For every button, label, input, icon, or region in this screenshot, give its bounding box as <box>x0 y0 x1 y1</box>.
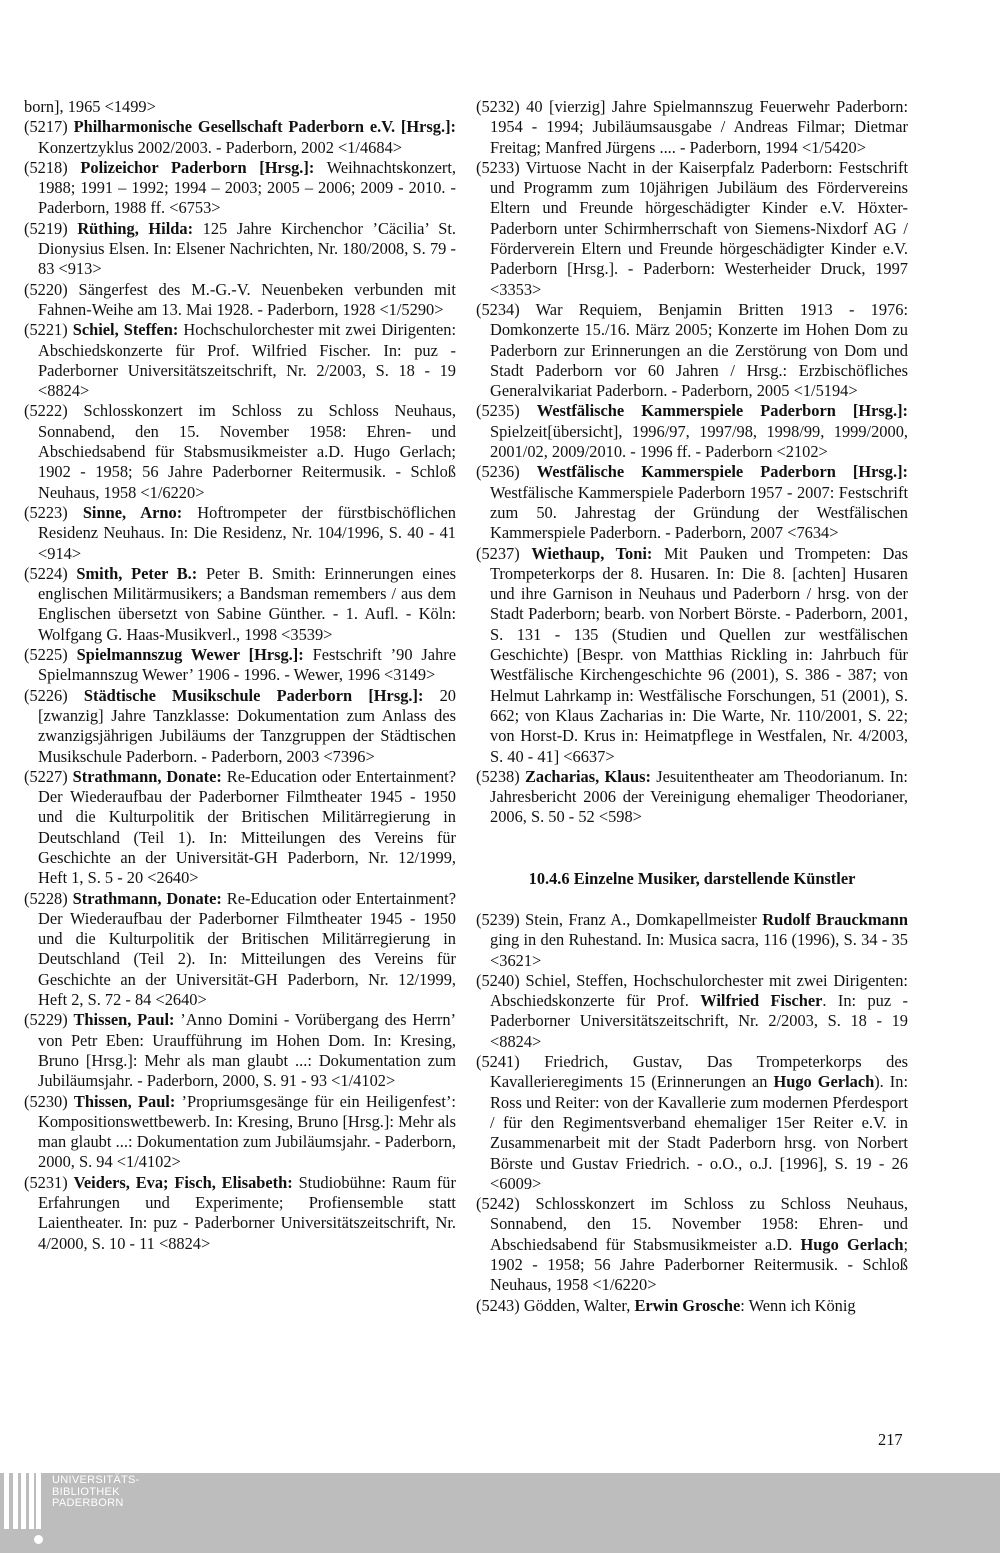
entry-number: (5222) <box>24 401 68 421</box>
bibliography-entry <box>476 910 908 971</box>
entry-number: (5233) <box>476 157 520 177</box>
entry-number: (5238) <box>476 766 520 786</box>
entry-text: Hochschulorchester mit zwei Dirigenten: Abschiedskonzerte für Prof. Wilfried Fischer. In: puz - Paderborner Universitätszeitschrift, Nr. 2/2003, S. 18 - 19 <8824> <box>38 320 456 401</box>
entry-number: (5241) <box>476 1052 520 1072</box>
bibliography-entry <box>476 767 908 828</box>
right-column-bottom-entries <box>476 910 908 1316</box>
bibliography-entry <box>24 97 456 117</box>
bibliography-entry <box>24 280 456 321</box>
entry-text: Weihnachtskonzert, 1988; 1991 – 1992; 1994 – 2003; 2005 – 2006; 2009 - 2010. - Paderborn, 1988 ff. <6753> <box>38 157 456 218</box>
entry-number: (5240) <box>476 970 520 990</box>
entry-number: (5243) <box>476 1295 520 1315</box>
entry-person: Wilfried Fischer <box>700 991 823 1011</box>
right-column-top-entries <box>476 97 908 828</box>
entry-text: Spielzeit[übersicht], 1996/97, 1997/98, 1998/99, 1999/2000, 2001/02, 2009/2010. - 1996 ff. - Paderborn <2102> <box>490 421 908 462</box>
bibliography-entry <box>24 320 456 401</box>
entry-text: Festschrift ’90 Jahre Spielmannszug Wewer’ 1906 - 1996. - Wewer, 1996 <3149> <box>38 645 457 685</box>
entry-text: ’Propriumsgesänge für ein Heiligenfest’: Kompositionswettbewerb. In: Kresing, Bruno [Hrsg.]: Mehr als man glaubt ...: Dokumentation zum Jubiläumsjahr. - Paderborn, 2000, S. 94 <1/4102> <box>38 1091 456 1172</box>
bibliography-entry <box>476 462 908 543</box>
bibliography-entry <box>24 401 456 502</box>
entry-text: ’Anno Domini - Vorübergang des Herrn’ von Petr Eben: Uraufführung im Hohen Dom. In: Kresing, Bruno [Hrsg.]: Mehr als man glaubt ...: Dokumentation zum Jubiläumsjahr. - Paderborn, 2000, S. 91 - 93 <1/4102> <box>38 1010 456 1091</box>
bibliography-entry <box>476 401 908 462</box>
bibliography-entry <box>24 117 456 158</box>
library-footer <box>0 1473 1000 1553</box>
entry-text: ging in den Ruhestand. In: Musica sacra, 116 (1996), S. 34 - 35 <3621> <box>490 930 908 970</box>
entry-text: War Requiem, Benjamin Britten 1913 - 1976: Domkonzerte 15./16. März 2005; Konzerte im Hohen Dom zu Paderborn zur Erinnerungen an die Zerstörung von Dom und Stadt Paderborn vor 60 Jahren / Hrsg.: Erzbischöfliches Generalvikariat Paderborn. - Paderborn, 2005 <1/5194> <box>490 299 908 401</box>
logo-dot-icon <box>34 1535 43 1544</box>
bibliography-entry <box>476 97 908 158</box>
bibliography-entry <box>24 219 456 280</box>
entry-text: born], 1965 <1499> <box>24 97 156 116</box>
entry-person: Hugo Gerlach <box>773 1072 875 1092</box>
entry-number: (5239) <box>476 909 520 929</box>
entry-author: Wiethaup, Toni: <box>531 543 653 563</box>
right-column <box>476 97 908 1316</box>
bibliography-entry <box>24 158 456 219</box>
entry-author: Westfälische Kammerspiele Paderborn [Hrsg.]: <box>536 401 908 421</box>
entry-text: Peter B. Smith: Erinnerungen eines englischen Militärmusikers; a Bandsman remembers / aus dem Englischen übersetzt von Sabine Günther. - 1. Aufl. - Köln: Wolfgang G. Haas-Musikverl., 1998 <3539> <box>38 563 456 644</box>
entry-author: Strathmann, Donate: <box>72 888 222 908</box>
entry-text: Schlosskonzert im Schloss zu Schloss Neuhaus, Sonnabend, den 15. November 1958: Ehren- und Abschiedsabend für Stabsmusikmeister a.D. <box>490 1194 908 1254</box>
library-name <box>52 1475 140 1510</box>
library-name-line-2: BIBLIOTHEK <box>52 1485 120 1498</box>
entry-text: Hoftrompeter der fürstbischöflichen Residenz Neuhaus. In: Die Residenz, Nr. 104/1996, S. 40 - 41 <914> <box>38 502 456 563</box>
entry-text: Schiel, Steffen, Hochschulorchester mit zwei Dirigenten: Abschiedskonzerte für Prof. <box>490 970 908 1011</box>
entry-number: (5223) <box>24 502 68 522</box>
entry-author: Städtische Musikschule Paderborn [Hrsg.]: <box>83 685 424 705</box>
entry-text: Studiobühne: Raum für Erfahrungen und Experimente; Profiensemble statt Laientheater. In: puz - Paderborner Universitätszeitschrift, Nr. 4/2000, S. 10 - 11 <8824> <box>38 1172 456 1253</box>
entry-author: Thissen, Paul: <box>73 1091 176 1111</box>
library-name-line-3: PADERBORN <box>52 1497 124 1509</box>
entry-text: Re-Education oder Entertainment? Der Wiederaufbau der Paderborner Filmtheater 1945 - 1950 und die Kulturpolitik der Britischen Militärregierung in Deutschland (Teil 1). In: Mitteilungen des Vereins für Geschichte an der Universität-GH Paderborn, Nr. 12/1999, Heft 1, S. 5 - 20 <2640> <box>38 766 456 888</box>
left-column <box>24 97 456 1254</box>
entry-number: (5234) <box>476 299 520 319</box>
entry-author: Spielmannszug Wewer [Hrsg.]: <box>76 645 304 665</box>
entry-number: (5230) <box>24 1091 68 1111</box>
entry-text: Westfälische Kammerspiele Paderborn 1957 - 2007: Festschrift zum 50. Jahrestag der Gründung der Westfälischen Kammerspiele Paderborn. - Paderborn, 2007 <7634> <box>490 482 908 543</box>
entry-author: Zacharias, Klaus: <box>524 766 651 786</box>
bibliography-entry <box>24 889 456 1011</box>
bibliography-entry <box>476 1052 908 1194</box>
entry-author: Philharmonische Gesellschaft Paderborn e.V. [Hrsg.]: <box>73 117 456 137</box>
bibliography-entry <box>24 686 456 767</box>
page-number: 217 <box>878 1430 903 1449</box>
bibliography-entry <box>24 564 456 645</box>
entry-person: Erwin Grosche <box>634 1295 741 1315</box>
entry-text: . In: puz - Paderborner Universitätszeitschrift, Nr. 2/2003, S. 18 - 19 <8824> <box>490 991 908 1051</box>
entry-number: (5237) <box>476 543 520 563</box>
bibliography-entry <box>476 1194 908 1295</box>
bibliography-entry <box>476 158 908 300</box>
entry-text: Virtuose Nacht in der Kaiserpfalz Paderborn: Festschrift und Programm zum 10jährigen Jubiläum des Fördervereins Eltern und Freunde hörgeschädigter Kinder e.V. Höxter-Paderborn unter Schirmherrschaft von Siemens-Nixdorf AG / Förderverein Eltern und Freunde hörgeschädigter Kinder e.V. Paderborn [Hrsg.]. - Paderborn: Westerheider Druck, 1997 <3353> <box>490 157 908 299</box>
entry-number: (5235) <box>476 401 520 421</box>
bibliography-entry <box>24 503 456 564</box>
library-name-line-1: UNIVERSITÄTS- <box>52 1474 140 1486</box>
entry-author: Thissen, Paul: <box>73 1010 175 1030</box>
entry-author: Westfälische Kammerspiele Paderborn [Hrsg.]: <box>536 462 908 482</box>
entry-author: Smith, Peter B.: <box>76 563 198 583</box>
entry-number: (5217) <box>24 117 68 137</box>
entry-number: (5232) <box>476 97 520 116</box>
entry-text: : Wenn ich König <box>740 1295 856 1315</box>
entry-text: Stein, Franz A., Domkapellmeister <box>525 909 757 929</box>
entry-text: Re-Education oder Entertainment? Der Wiederaufbau der Paderborner Filmtheater 1945 - 1950 und die Kulturpolitik der Britischen Militärregierung in Deutschland (Teil 2). In: Mitteilungen des Vereins für Geschichte an der Universität-GH Paderborn, Nr. 12/1999, Heft 2, S. 72 - 84 <2640> <box>38 888 456 1010</box>
bibliography-entry <box>24 767 456 889</box>
entry-number: (5219) <box>24 218 68 238</box>
bibliography-entry <box>476 544 908 767</box>
entry-number: (5227) <box>24 766 68 786</box>
entry-author: Schiel, Steffen: <box>72 320 179 340</box>
entry-text: Friedrich, Gustav, Das Trompeterkorps des Kavallerieregiments 15 (Erinnerungen an <box>490 1052 908 1092</box>
entry-number: (5231) <box>24 1172 68 1192</box>
entry-author: Polizeichor Paderborn [Hrsg.]: <box>80 157 315 177</box>
entry-text: 125 Jahre Kirchenchor ’Cäcilia’ St. Dionysius Elsen. In: Elsener Nachrichten, Nr. 180/2008, S. 79 - 83 <913> <box>38 218 456 279</box>
entry-text: Schlosskonzert im Schloss zu Schloss Neuhaus, Sonnabend, den 15. November 1958: Ehren- und Abschiedsabend für Stabsmusikmeister a.D. Hugo Gerlach; 1902 - 1958; 56 Jahre Paderborner Reitermusik. - Schloß Neuhaus, 1958 <1/6220> <box>38 401 456 502</box>
bibliography-entry <box>476 971 908 1052</box>
entry-text: 40 [vierzig] Jahre Spielmannszug Feuerwehr Paderborn: 1954 - 1994; Jubiläumsausgabe / Andreas Filmar; Dietmar Freitag; Manfred Jürgens .... - Paderborn, 1994 <1/5420> <box>490 97 908 157</box>
bibliography-entry <box>24 1010 456 1091</box>
entry-number: (5224) <box>24 563 68 583</box>
entry-text: Mit Pauken und Trompeten: Das Trompeterkorps der 8. Husaren. In: Die 8. [achten] Husaren und ihre Garnison in Neuhaus und Paderborn / hrsg. von der Stadt Paderborn; bearb. von Norbert Börste. - Paderborn, 2001, S. 131 - 135 (Studien und Quellen zur westfälischen Geschichte) [Bespr. von Matthias Rickling in: Jahrbuch für Westfälische Kirchengeschichte 96 (2001), S. 386 - 387; von Helmut Lahrkamp in: Westfälische Forschungen, 51 (2001), S. 662; von Klaus Zacharias in: Die Warte, Nr. 110/2001, S. 22; von Horst-D. Krus in: Heimatpflege in Westfalen, Nr. 4/2003, S. 40 - 41] <6637> <box>490 543 908 766</box>
entry-text: Sängerfest des M.-G.-V. Neuenbeken verbunden mit Fahnen-Weihe am 13. Mai 1928. - Paderborn, 1928 <1/5290> <box>38 279 456 319</box>
bibliography-entry <box>476 1296 908 1316</box>
entry-text: Konzertzyklus 2002/2003. - Paderborn, 2002 <1/4684> <box>38 137 403 157</box>
bibliography-entry <box>476 300 908 401</box>
bibliography-entry <box>24 1173 456 1254</box>
entry-number: (5218) <box>24 157 68 177</box>
entry-person: Rudolf Brauckmann <box>762 909 908 929</box>
entry-number: (5242) <box>476 1194 520 1214</box>
entry-person: Hugo Gerlach <box>800 1234 904 1254</box>
entry-number: (5220) <box>24 279 68 299</box>
entry-number: (5226) <box>24 685 68 705</box>
bibliography-entry <box>24 645 456 686</box>
entry-text: 20 [zwanzig] Jahre Tanzklasse: Dokumentation zum Anlass des zwanzigsjährigen Jubiläums der Tanzgruppen der Städtischen Musikschule Paderborn. - Paderborn, 2003 <7396> <box>38 685 456 766</box>
entry-number: (5236) <box>476 462 520 482</box>
entry-author: Sinne, Arno: <box>82 502 183 522</box>
section-heading: 10.4.6 Einzelne Musiker, darstellende Künstler <box>528 868 856 888</box>
entry-number: (5221) <box>24 320 68 340</box>
entry-author: Rüthing, Hilda: <box>77 218 194 238</box>
bibliography-entry <box>24 1092 456 1173</box>
entry-number: (5225) <box>24 645 68 665</box>
entry-text: ; 1902 - 1958; 56 Jahre Paderborner Reitermusik. - Schloß Neuhaus, 1958 <1/6220> <box>490 1234 908 1295</box>
entry-number: (5228) <box>24 888 68 908</box>
entry-number: (5229) <box>24 1010 68 1030</box>
entry-text: Gödden, Walter, <box>523 1295 631 1315</box>
entry-text: Jesuitentheater am Theodorianum. In: Jahresbericht 2006 der Vereinigung ehemaliger Theodorianer, 2006, S. 50 - 52 <598> <box>490 766 908 827</box>
entry-text: ). In: Ross und Reiter: von der Kavallerie zum modernen Pferdesport / für den Regimentsverband ehemaliger 15er Reiter e.V. in Zusammenarbeit mit der Stadt Paderborn hrsg. von Norbert Börste und Gustav Friedrich. - o.O., o.J. [1996], S. 19 - 26 <6009> <box>490 1072 908 1193</box>
entry-author: Veiders, Eva; Fisch, Elisabeth: <box>73 1172 293 1192</box>
entry-author: Strathmann, Donate: <box>72 766 222 786</box>
